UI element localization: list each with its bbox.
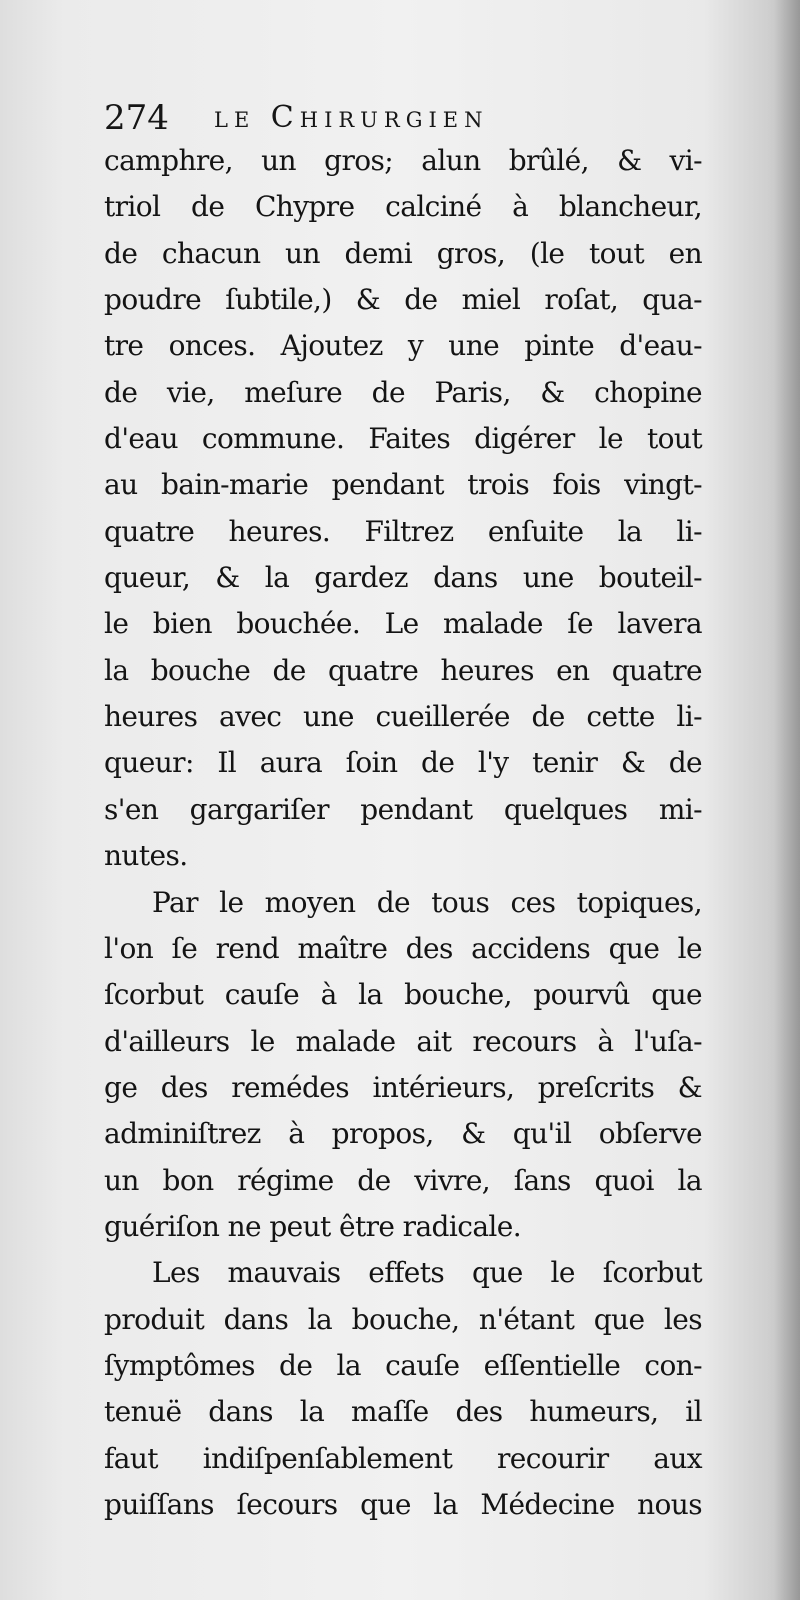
text-line: puiſſans ſecours que la Médecine nous	[104, 1487, 702, 1521]
text-line: adminiſtrez à propos, & qu'il obſerve	[104, 1117, 702, 1151]
text-line: camphre, un gros; alun brûlé, & vi-	[104, 144, 702, 177]
text-line: quatre heures. Filtrez enſuite la li-	[104, 514, 702, 548]
text-line: d'ailleurs le malade ait recours à l'uſa-	[104, 1024, 702, 1058]
text-line: ſcorbut cauſe à la bouche, pourvû que	[104, 978, 702, 1012]
text-line: l'on ſe rend maître des accidens que le	[104, 931, 702, 965]
text-line: ſymptômes de la cauſe eſſentielle con-	[104, 1348, 702, 1382]
text-line: s'en gargariſer pendant quelques mi-	[104, 792, 702, 826]
text-line: faut indiſpenſablement recourir aux	[104, 1441, 702, 1475]
text-line: d'eau commune. Faites digérer le tout	[104, 422, 702, 456]
text-line: Les mauvais effets que le ſcorbut	[152, 1256, 702, 1290]
text-line: tre onces. Ajoutez y une pinte d'eau-	[104, 329, 702, 363]
text-line: de vie, meſure de Paris, & chopine	[104, 375, 702, 409]
text-line: Par le moyen de tous ces topiques,	[152, 885, 702, 919]
text-line: la bouche de quatre heures en quatre	[104, 653, 702, 687]
page-number: 274	[104, 98, 169, 138]
page-edge-shadow	[774, 0, 800, 1600]
text-line: queur, & la gardez dans une bouteil-	[104, 561, 702, 595]
text-line: heures avec une cueillerée de cette li-	[104, 700, 702, 734]
text-line: ge des remédes intérieurs, preſcrits &	[104, 1070, 702, 1104]
text-line: au bain-marie pendant trois fois vingt-	[104, 468, 702, 502]
text-line: de chacun un demi gros, (le tout en	[104, 236, 702, 270]
text-line: le bien bouchée. Le malade ſe lavera	[104, 607, 702, 641]
text-line: produit dans la bouche, n'étant que les	[104, 1302, 702, 1336]
text-line: nutes.	[104, 839, 188, 873]
text-line: guériſon ne peut être radicale.	[104, 1209, 522, 1243]
text-line: triol de Chypre calciné à blancheur,	[104, 190, 702, 224]
text-line: poudre ſubtile,) & de miel roſat, qua-	[104, 283, 702, 317]
text-line: queur: Il aura ſoin de l'y tenir & de	[104, 746, 702, 780]
page-header	[104, 92, 704, 144]
body-text	[104, 138, 702, 1528]
text-line: tenuë dans la maſſe des humeurs, il	[104, 1395, 702, 1429]
running-head: le Chirurgien	[214, 100, 489, 135]
text-line: un bon régime de vivre, ſans quoi la	[104, 1163, 702, 1197]
